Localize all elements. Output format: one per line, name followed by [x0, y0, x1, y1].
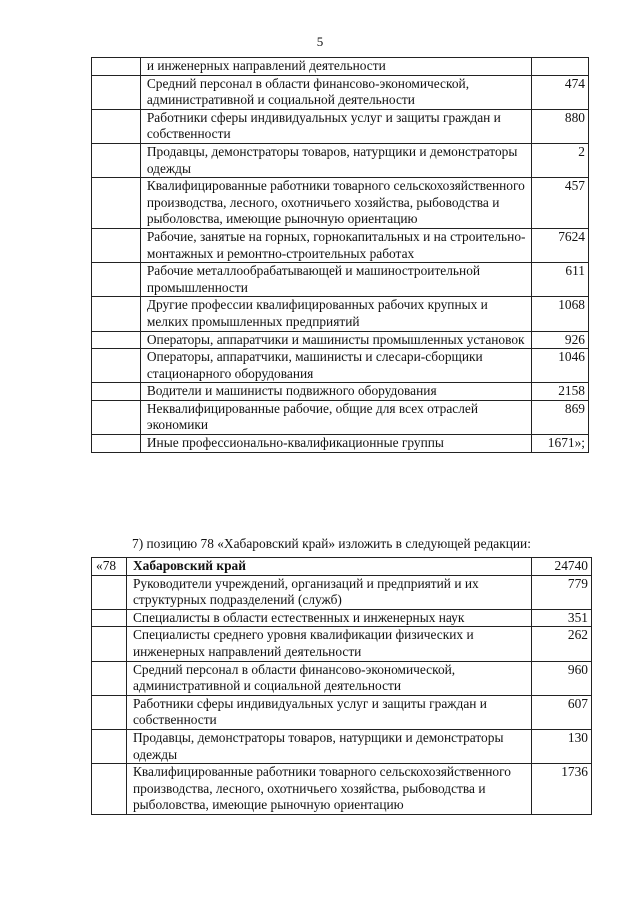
table-row [92, 58, 589, 76]
occupation-name: Квалифицированные работники товарного сельскохозяйственного производства, лесного, охотничьего хозяйства, рыбоводства и рыболовства, имеющие рыночную ориентацию [126, 764, 531, 815]
occupation-value: 262 [532, 627, 592, 661]
occupation-name: Работники сферы индивидуальных услуг и защиты граждан и собственности [140, 109, 531, 143]
occupation-value: 7624 [532, 228, 589, 262]
table2-body [92, 558, 592, 815]
occupation-value [532, 58, 589, 76]
khabarovsk-table [91, 557, 592, 815]
occupation-name: Операторы, аппаратчики и машинисты промышленных установок [140, 331, 531, 349]
occupation-name: Специалисты в области естественных и инженерных наук [126, 609, 531, 627]
empty-cell [92, 75, 141, 109]
empty-cell [92, 435, 141, 453]
table-row [92, 143, 589, 177]
table-row [92, 575, 592, 609]
empty-cell [92, 178, 141, 229]
region-total: 24740 [532, 558, 592, 576]
occupation-value: 960 [532, 661, 592, 695]
table-row [92, 228, 589, 262]
empty-cell [92, 400, 141, 434]
table-row [92, 349, 589, 383]
position-code: «78 [92, 558, 127, 576]
occupation-value: 779 [532, 575, 592, 609]
occupation-value: 2 [532, 143, 589, 177]
empty-cell [92, 383, 141, 401]
region-row [92, 558, 592, 576]
occupation-name: Рабочие металлообрабатывающей и машиностроительной промышленности [140, 263, 531, 297]
empty-cell [92, 109, 141, 143]
empty-cell [92, 729, 127, 763]
table-row [92, 331, 589, 349]
empty-cell [92, 331, 141, 349]
occupation-name: Квалифицированные работники товарного сельскохозяйственного производства, лесного, охотничьего хозяйства, рыбоводства и рыболовства, имеющие рыночную ориентацию [140, 178, 531, 229]
occupation-name: Продавцы, демонстраторы товаров, натурщики и демонстраторы одежды [126, 729, 531, 763]
occupation-table-continued [91, 57, 589, 453]
occupation-value: 2158 [532, 383, 589, 401]
empty-cell [92, 143, 141, 177]
table-row [92, 729, 592, 763]
table-row [92, 661, 592, 695]
occupation-name: Иные профессионально-квалификационные группы [140, 435, 531, 453]
table-row [92, 178, 589, 229]
table1-body [92, 58, 589, 453]
occupation-name: и инженерных направлений деятельности [140, 58, 531, 76]
occupation-name: Работники сферы индивидуальных услуг и защиты граждан и собственности [126, 695, 531, 729]
occupation-value: 1671»; [532, 435, 589, 453]
occupation-name: Операторы, аппаратчики, машинисты и слесари-сборщики стационарного оборудования [140, 349, 531, 383]
table-row [92, 695, 592, 729]
occupation-value: 926 [532, 331, 589, 349]
occupation-name: Водители и машинисты подвижного оборудования [140, 383, 531, 401]
empty-cell [92, 297, 141, 331]
empty-cell [92, 263, 141, 297]
occupation-value: 1046 [532, 349, 589, 383]
amendment-instruction: 7) позицию 78 «Хабаровский край» изложить в следующей редакции: [132, 536, 531, 551]
occupation-name: Средний персонал в области финансово-экономической, административной и социальной деятельности [126, 661, 531, 695]
occupation-name: Средний персонал в области финансово-экономической, административной и социальной деятельности [140, 75, 531, 109]
occupation-name: Другие профессии квалифицированных рабочих крупных и мелких промышленных предприятий [140, 297, 531, 331]
table-row [92, 627, 592, 661]
occupation-name: Рабочие, занятые на горных, горнокапитальных и на строительно-монтажных и ремонтно-строительных работах [140, 228, 531, 262]
empty-cell [92, 58, 141, 76]
occupation-name: Руководители учреждений, организаций и предприятий и их структурных подразделений (служб) [126, 575, 531, 609]
table-row [92, 383, 589, 401]
table-row [92, 297, 589, 331]
occupation-value: 130 [532, 729, 592, 763]
occupation-value: 607 [532, 695, 592, 729]
occupation-name: Продавцы, демонстраторы товаров, натурщики и демонстраторы одежды [140, 143, 531, 177]
occupation-value: 351 [532, 609, 592, 627]
occupation-value: 1068 [532, 297, 589, 331]
empty-cell [92, 609, 127, 627]
occupation-value: 880 [532, 109, 589, 143]
table-row [92, 435, 589, 453]
empty-cell [92, 228, 141, 262]
empty-cell [92, 661, 127, 695]
table-row [92, 109, 589, 143]
table-row [92, 75, 589, 109]
table-row [92, 263, 589, 297]
occupation-value: 457 [532, 178, 589, 229]
occupation-value: 611 [532, 263, 589, 297]
occupation-value: 869 [532, 400, 589, 434]
empty-cell [92, 627, 127, 661]
table-row [92, 764, 592, 815]
region-name: Хабаровский край [126, 558, 531, 576]
table-row [92, 400, 589, 434]
empty-cell [92, 349, 141, 383]
page-number: 5 [316, 34, 324, 49]
table-row [92, 609, 592, 627]
occupation-value: 474 [532, 75, 589, 109]
occupation-value: 1736 [532, 764, 592, 815]
empty-cell [92, 695, 127, 729]
occupation-name: Специалисты среднего уровня квалификации физических и инженерных направлений деятельности [126, 627, 531, 661]
empty-cell [92, 764, 127, 815]
occupation-name: Неквалифицированные рабочие, общие для всех отраслей экономики [140, 400, 531, 434]
empty-cell [92, 575, 127, 609]
